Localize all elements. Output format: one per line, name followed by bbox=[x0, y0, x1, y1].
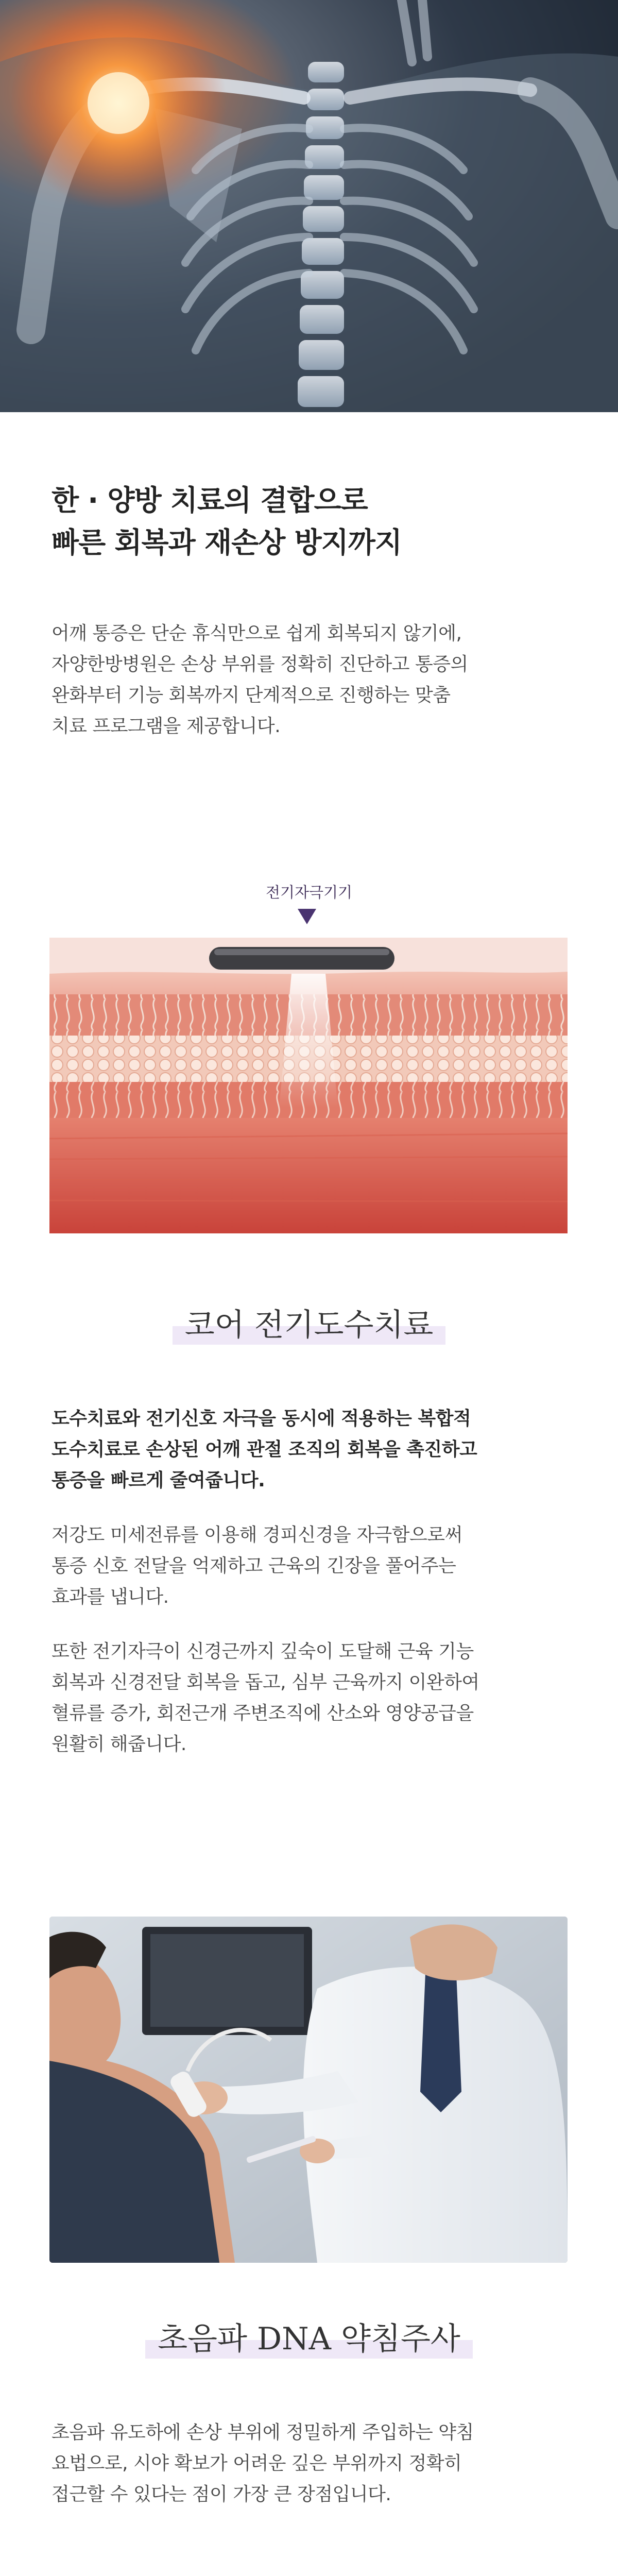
headline-line-2: 빠른 회복과 재손상 방지까지 bbox=[52, 526, 402, 559]
section1-para2-line-3: 혈류를 증가, 회전근개 주변조직에 산소와 영양공급을 bbox=[52, 1703, 474, 1724]
hero-shoulder-xray-image bbox=[0, 0, 618, 412]
intro-line-1: 어깨 통증은 단순 휴식만으로 쉽게 회복되지 않기에, bbox=[52, 623, 462, 644]
section2-para1-line-1: 초음파 유도하에 손상 부위에 정밀하게 주입하는 약침 bbox=[52, 2422, 474, 2443]
intro-line-2: 자양한방병원은 손상 부위를 정확히 진단하고 통증의 bbox=[52, 654, 468, 675]
section2-para1-line-3: 접근할 수 있다는 점이 가장 큰 장점입니다. bbox=[52, 2484, 391, 2505]
section1-para1-line-3: 효과를 냅니다. bbox=[52, 1586, 169, 1607]
section1-para2-line-2: 회복과 신경전달 회복을 돕고, 심부 근육까지 이완하여 bbox=[52, 1672, 479, 1693]
ultrasound-treatment-photo bbox=[49, 1917, 568, 2263]
section1-lead-line-3: 통증을 빠르게 줄여줍니다. bbox=[52, 1470, 265, 1491]
section1-lead-line-2: 도수치료로 손상된 어깨 관절 조직의 회복을 촉진하고 bbox=[52, 1439, 477, 1460]
section1-para1-line-1: 저강도 미세전류를 이용해 경피신경을 자극함으로써 bbox=[52, 1524, 462, 1546]
section2-para1-line-2: 요법으로, 시야 확보가 어려운 깊은 부위까지 정확히 bbox=[52, 2453, 462, 2474]
section1-para2-line-1: 또한 전기자극이 신경근까지 깊숙이 도달해 근육 기능 bbox=[52, 1641, 474, 1662]
device-label: 전기자극기기 bbox=[265, 884, 353, 901]
electrical-stimulation-illustration bbox=[49, 938, 568, 1233]
section-title-ultrasound-dna-injection bbox=[0, 2314, 618, 2359]
intro-line-4: 치료 프로그램을 제공합니다. bbox=[52, 716, 281, 737]
section-title-text: 코어 전기도수치료 bbox=[173, 1300, 446, 1345]
down-arrow-icon bbox=[298, 909, 316, 924]
section1-para2-line-4: 원활히 해줍니다. bbox=[52, 1734, 186, 1755]
section-title-core-electric-manual-therapy bbox=[0, 1300, 618, 1345]
headline-line-1: 한 · 양방 치료의 결합으로 bbox=[52, 484, 368, 517]
section-title-text: 초음파 DNA 약침주사 bbox=[145, 2314, 473, 2359]
intro-line-3: 완화부터 기능 회복까지 단계적으로 진행하는 맞춤 bbox=[52, 685, 451, 706]
section1-lead-line-1: 도수치료와 전기신호 자극을 동시에 적용하는 복합적 bbox=[52, 1408, 471, 1429]
section1-para1-line-2: 통증 신호 전달을 억제하고 근육의 긴장을 풀어주는 bbox=[52, 1555, 456, 1577]
